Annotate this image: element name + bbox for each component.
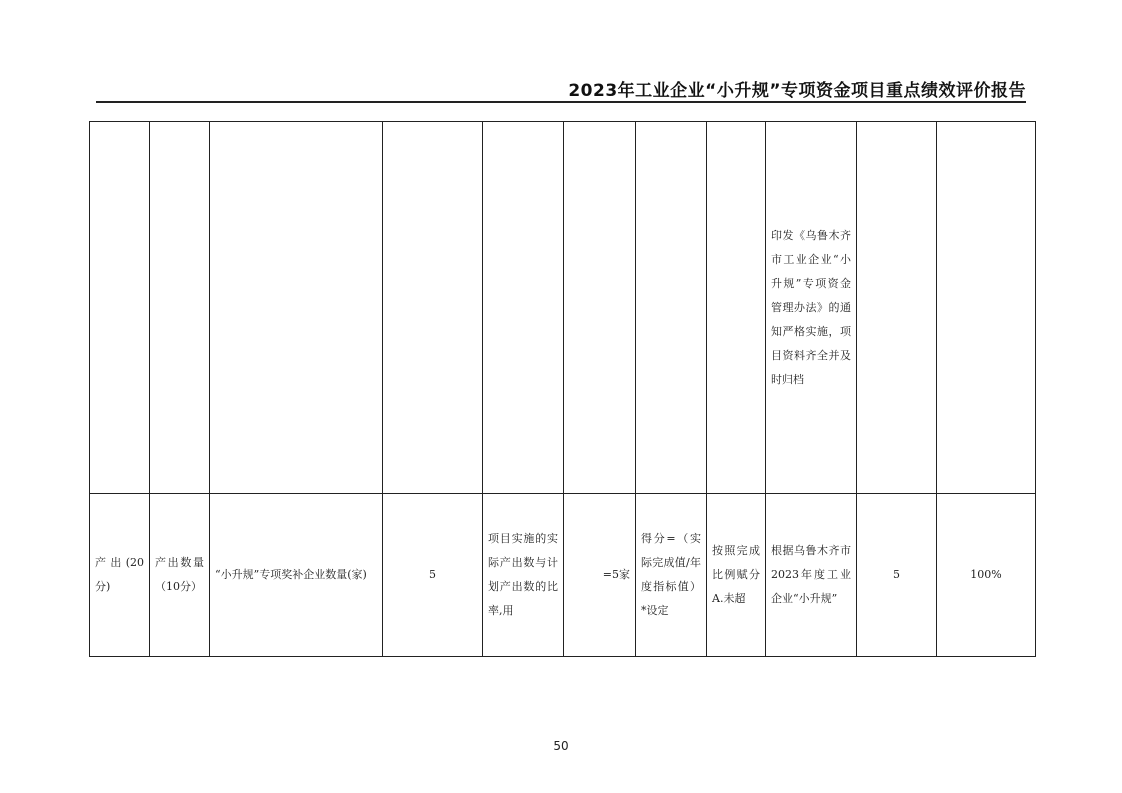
cell-explanation-empty xyxy=(483,122,564,494)
cell-level1-empty xyxy=(90,122,150,494)
table-row-output xyxy=(90,494,1036,657)
cell-level2-empty xyxy=(150,122,210,494)
cell-weight-empty xyxy=(383,122,483,494)
cell-scoring-basis: 根据乌鲁木齐市2023年度工业企业“小升规” xyxy=(766,494,857,657)
cell-score: 5 xyxy=(857,494,937,657)
cell-score-empty xyxy=(857,122,937,494)
page-number: 50 xyxy=(553,739,569,753)
report-title: 2023年工业企业“小升规”专项资金项目重点绩效评价报告 xyxy=(568,81,1026,101)
cell-criteria-empty xyxy=(707,122,766,494)
cell-rate-empty xyxy=(937,122,1036,494)
cell-indicator-explanation: 项目实施的实际产出数与计划产出数的比率,用 xyxy=(483,494,564,657)
evaluation-table xyxy=(89,121,1036,657)
cell-scoring-formula: 得分=（实际完成值/年度指标值）*设定 xyxy=(636,494,707,657)
cell-target-value: =5家 xyxy=(564,494,636,657)
cell-indicator-name: “小升规”专项奖补企业数量(家) xyxy=(210,494,383,657)
cell-weight: 5 xyxy=(383,494,483,657)
cell-formula-empty xyxy=(636,122,707,494)
cell-level2-indicator: 产出数量（10分） xyxy=(150,494,210,657)
cell-target-empty xyxy=(564,122,636,494)
cell-scoring-criteria: 按照完成比例赋分 A.未超 xyxy=(707,494,766,657)
cell-basis-continuation: 印发《乌鲁木齐市工业企业“小升规”专项资金管理办法》的通知严格实施，项目资料齐全并及时归档 xyxy=(766,122,857,494)
cell-indicator-empty xyxy=(210,122,383,494)
header-rule xyxy=(96,101,1026,103)
cell-completion-rate: 100% xyxy=(937,494,1036,657)
cell-level1-indicator: 产出(20分) xyxy=(90,494,150,657)
table-row-continuation xyxy=(90,122,1036,494)
